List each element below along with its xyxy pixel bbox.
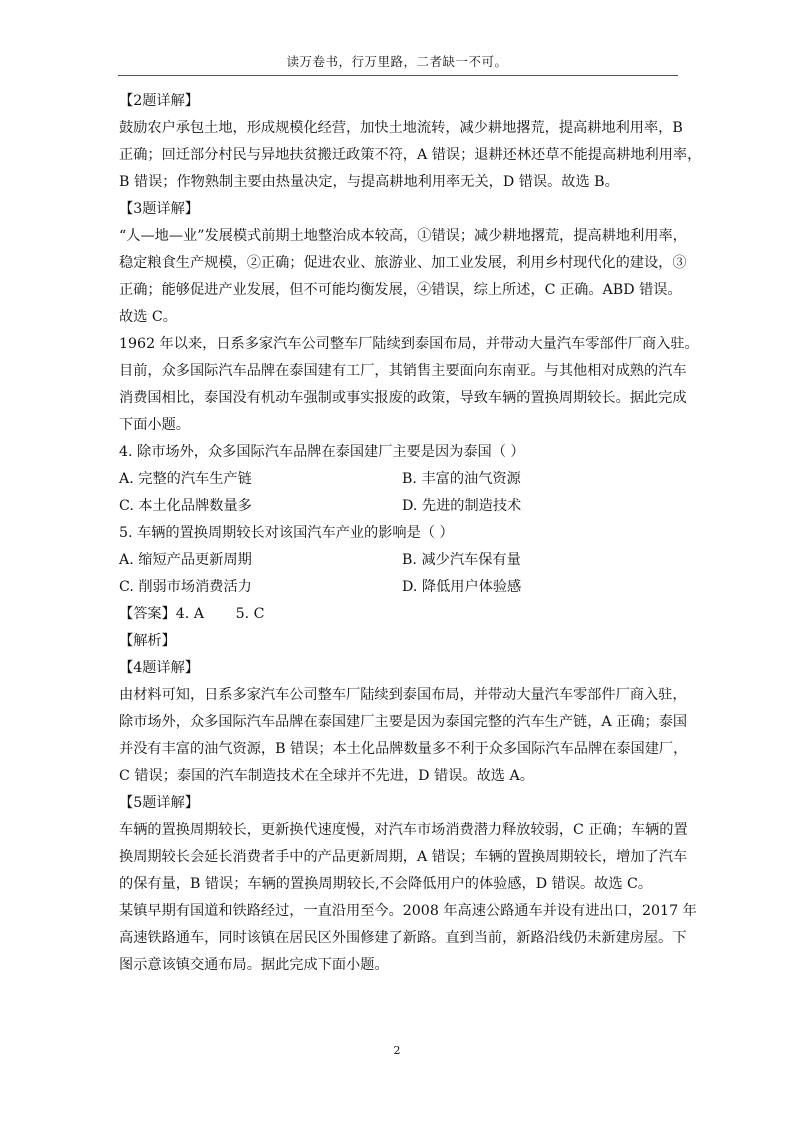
header-divider <box>118 75 678 76</box>
q3-detail-line: 稳定粮食生产规模，②正确；促进农业、旅游业、加工业发展，利用乡村现代化的建设，③ <box>119 255 687 271</box>
q3-detail-line: 正确；能够促进产业发展，但不可能均衡发展，④错误，综上所述，C 正确。ABD 错误。 <box>119 282 682 298</box>
answer-line: 【答案】4. A 5. C <box>119 606 265 622</box>
q3-detail-line: 故选 C。 <box>119 309 177 325</box>
material-line: 1962 年以来，日系多家汽车公司整车厂陆续到泰国布局，并带动大量汽车零部件厂商入驻。 <box>119 336 699 352</box>
q4-detail-line: 由材料可知，日系多家汽车公司整车厂陆续到泰国布局，并带动大量汽车零部件厂商入驻， <box>119 687 687 703</box>
q3-detail-title: 【3题详解】 <box>119 201 199 217</box>
page-content <box>119 88 702 979</box>
q2-detail-title: 【2题详解】 <box>119 93 199 109</box>
q2-detail-line: 鼓励农户承包土地，形成规模化经营，加快土地流转，减少耕地撂荒，提高耕地利用率，B <box>119 120 683 136</box>
q5-options-row <box>119 574 679 601</box>
q4-detail-line: C 错误；泰国的汽车制造技术在全球并不先进，D 错误。故选 A。 <box>119 768 534 784</box>
analysis-title: 【解析】 <box>119 633 176 649</box>
header-motto: 读万卷书，行万里路，二者缺一不可。 <box>286 54 508 69</box>
material-line: 消费国相比，泰国没有机动车强制或事实报废的政策，导致车辆的置换周期较长。据此完成 <box>119 390 687 406</box>
q5-detail-line: 的保有量，B 错误；车辆的置换周期较长,不会降低用户的体验感，D 错误。故选 C。 <box>119 876 653 892</box>
q5-option-b: B. 减少汽车保有量 <box>402 552 521 568</box>
next-material-line: 图示意该镇交通布局。据此完成下面小题。 <box>119 957 389 973</box>
q4-options-row <box>119 466 679 493</box>
page-number: 2 <box>393 1044 401 1057</box>
q4-detail-title: 【4题详解】 <box>119 660 199 676</box>
q5-option-c: C. 削弱市场消费活力 <box>119 579 252 595</box>
q4-option-b: B. 丰富的油气资源 <box>402 471 521 487</box>
q2-detail-line: B 错误；作物熟制主要由热量决定，与提高耕地利用率无关，D 错误。故选 B。 <box>119 174 619 190</box>
q5-detail-title: 【5题详解】 <box>119 795 199 811</box>
material-line: 下面小题。 <box>119 417 190 433</box>
q4-option-d: D. 先进的制造技术 <box>402 498 522 514</box>
q4-options-row <box>119 493 679 520</box>
q5-stem: 5. 车辆的置换周期较长对该国汽车产业的影响是（ ） <box>119 525 454 541</box>
q3-detail-line: “人—地—业”发展模式前期土地整治成本较高，①错误；减少耕地撂荒，提高耕地利用率， <box>119 228 687 244</box>
q2-detail-line: 正确；回迁部分村民与异地扶贫搬迁政策不符，A 错误；退耕还林还草不能提高耕地利用率， <box>119 147 702 163</box>
q5-option-a: A. 缩短产品更新周期 <box>119 552 252 568</box>
q4-detail-line: 除市场外，众多国际汽车品牌在泰国建厂主要是因为泰国完整的汽车生产链，A 正确；泰国 <box>119 714 688 730</box>
q4-option-a: A. 完整的汽车生产链 <box>119 471 252 487</box>
q5-detail-line: 换周期较长会延长消费者手中的产品更新周期，A 错误；车辆的置换周期较长，增加了汽车 <box>119 849 688 865</box>
q5-detail-line: 车辆的置换周期较长，更新换代速度慢，对汽车市场消费潜力释放较弱，C 正确；车辆的置 <box>119 822 688 838</box>
q4-detail-line: 并没有丰富的油气资源，B 错误；本土化品牌数量多不利于众多国际汽车品牌在泰国建厂， <box>119 741 688 757</box>
q5-options-row <box>119 547 679 574</box>
q4-stem: 4. 除市场外，众多国际汽车品牌在泰国建厂主要是因为泰国（ ） <box>119 444 525 460</box>
next-material-line: 某镇早期有国道和铁路经过，一直沿用至今。2008 年高速公路通车并设有进出口，2017 年 <box>119 903 697 919</box>
q5-option-d: D. 降低用户体验感 <box>402 579 522 595</box>
q4-option-c: C. 本土化品牌数量多 <box>119 498 252 514</box>
material-line: 目前，众多国际汽车品牌在泰国建有工厂，其销售主要面向东南亚。与其他相对成熟的汽车 <box>119 363 687 379</box>
next-material-line: 高速铁路通车，同时该镇在居民区外围修建了新路。直到当前，新路沿线仍未新建房屋。下 <box>119 930 687 946</box>
